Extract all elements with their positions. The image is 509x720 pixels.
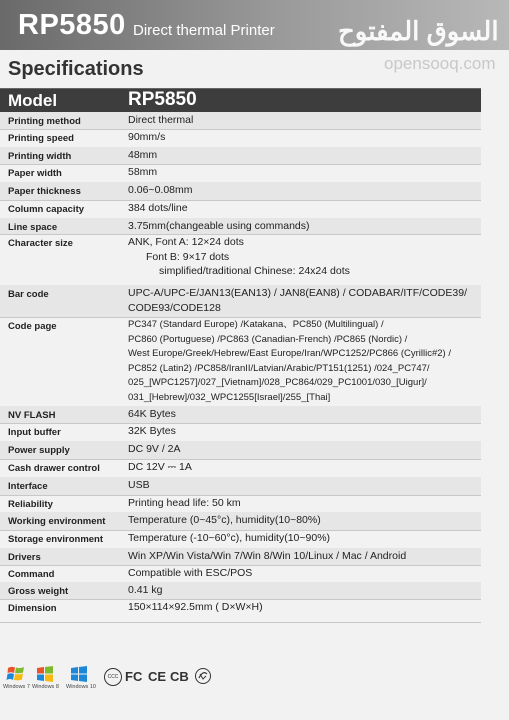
- table-header-key: Model: [8, 91, 58, 110]
- spec-value-line: simplified/traditional Chinese: 24x24 dots: [159, 265, 350, 277]
- spec-row: [0, 548, 481, 566]
- spec-row: [0, 164, 481, 183]
- spec-key: Printing width: [8, 151, 72, 162]
- spec-value-line: UPC-A/UPC-E/JAN13(EAN13) / JAN8(EAN8) / CODABAR/ITF/CODE39/: [128, 287, 467, 299]
- header-banner: [0, 0, 509, 50]
- spec-key: Code page: [8, 321, 57, 332]
- spec-key: Bar code: [8, 289, 49, 300]
- spec-value-line: 150×114×92.5mm ( D×W×H): [128, 601, 263, 613]
- spec-value-line: USB: [128, 479, 150, 491]
- spec-row: [0, 530, 481, 549]
- spec-value-line: 384 dots/line: [128, 202, 188, 214]
- spec-key: Drivers: [8, 552, 41, 563]
- spec-value-line: 031_[Hebrew]/032_WPC1255[Israel]/255_[Thai]: [128, 391, 331, 403]
- spec-key: Paper thickness: [8, 186, 81, 197]
- windows-8-logo-icon: [35, 665, 55, 683]
- spec-row: [0, 406, 481, 424]
- spec-row: [0, 285, 481, 318]
- spec-row: [0, 565, 481, 583]
- spec-key: Paper width: [8, 168, 62, 179]
- spec-row: [0, 512, 481, 531]
- spec-value-line: PC852 (Latin2) /PC858/IranII/Latvian/Arabic/PT151(1251) /024_PC747/: [128, 362, 430, 374]
- spec-value-line: 58mm: [128, 166, 158, 178]
- watermark-latin: opensooq.com: [384, 54, 496, 73]
- spec-row: [0, 495, 481, 513]
- windows-7-caption: Windows 7: [3, 684, 30, 690]
- table-header: [0, 88, 481, 113]
- spec-row: [0, 234, 481, 286]
- spec-value-line: PC860 (Portuguese) /PC863 (Canadian-French) /PC865 (Nordic) /: [128, 333, 408, 345]
- spec-row: [0, 147, 481, 165]
- spec-value-line: DC 9V / 2A: [128, 443, 181, 455]
- spec-row: [0, 182, 481, 201]
- spec-value-line: Temperature (-10~60°c), humidity(10~90%): [128, 532, 331, 544]
- spec-key: Dimension: [8, 603, 57, 614]
- spec-value-line: ANK, Font A: 12×24 dots: [128, 236, 244, 248]
- spec-key: Power supply: [8, 445, 70, 456]
- windows-8-logo: [32, 665, 58, 690]
- spec-row: [0, 582, 481, 600]
- windows-10-caption: Windows 10: [66, 684, 96, 690]
- spec-value-line: Win XP/Win Vista/Win 7/Win 8/Win 10/Linux / Mac / Android: [128, 550, 407, 562]
- spec-value-line: 0.06~0.08mm: [128, 184, 193, 196]
- windows-7-logo-icon: [6, 665, 26, 683]
- spec-key: Column capacity: [8, 204, 85, 215]
- spec-key: Printing method: [8, 116, 81, 127]
- spec-key: Input buffer: [8, 427, 61, 438]
- spec-value-line: 90mm/s: [128, 131, 166, 143]
- section-title: Specifications: [8, 58, 144, 80]
- ccc-mark-icon: CCC: [104, 668, 122, 686]
- spec-value-line: 0.41 kg: [128, 584, 163, 596]
- spec-value-line: West Europe/Greek/Hebrew/East Europe/Iran/WPC1252/PC866 (Cyrillic#2) /: [128, 348, 451, 359]
- spec-key: NV FLASH: [8, 410, 56, 421]
- watermark-arabic: السوق المفتوح: [338, 16, 499, 46]
- ce-mark-icon: CE: [148, 669, 167, 684]
- spec-key: Reliability: [8, 499, 53, 510]
- header-model: RP5850: [18, 9, 126, 41]
- spec-value-line: 3.75mm(changeable using commands): [128, 220, 310, 232]
- spec-row: [0, 112, 481, 130]
- spec-value-line: Temperature (0~45°c), humidity(10~80%): [128, 514, 321, 526]
- spec-value-line: 025_[WPC1257]/027_[Vietnam]/028_PC864/029_PC1001/030_[Uigur]/: [128, 377, 427, 388]
- windows-10-logo: [66, 665, 96, 690]
- spec-value-line: Font B: 9×17 dots: [146, 250, 230, 263]
- spec-value-line: 32K Bytes: [128, 425, 176, 437]
- spec-row: [0, 599, 481, 623]
- spec-row: [0, 423, 481, 442]
- spec-value-line: DC 12V ⎓ 1A: [128, 461, 192, 473]
- spec-key: Storage environment: [8, 534, 104, 545]
- cb-mark-icon: CB: [170, 669, 189, 684]
- header-subtitle: Direct thermal Printer: [133, 22, 275, 39]
- spec-key: Character size: [8, 238, 73, 249]
- windows-8-caption: Windows 8: [32, 684, 59, 690]
- spec-value-line: PC347 (Standard Europe) /Katakana、PC850 (Multilingual) /: [128, 319, 384, 330]
- windows-7-logo: [3, 665, 29, 690]
- spec-key: Gross weight: [8, 586, 69, 597]
- spec-row: [0, 477, 481, 496]
- spec-value-line: Direct thermal: [128, 114, 194, 126]
- spec-row: [0, 317, 481, 407]
- windows-10-logo-icon: [69, 665, 89, 683]
- spec-key: Working environment: [8, 516, 106, 527]
- fc-mark-icon: FC: [125, 669, 143, 684]
- spec-row: [0, 200, 481, 219]
- table-header-value: RP5850: [128, 89, 197, 110]
- spec-value-line: 64K Bytes: [128, 408, 176, 420]
- spec-value-line: 48mm: [128, 149, 158, 161]
- spec-key: Command: [8, 569, 55, 580]
- spec-key: Printing speed: [8, 133, 74, 144]
- spec-row: [0, 218, 481, 235]
- spec-key: Interface: [8, 481, 48, 492]
- spec-value-line: Printing head life: 50 km: [128, 497, 241, 509]
- spec-key: Cash drawer control: [8, 463, 100, 474]
- cert-logos: [0, 665, 509, 695]
- spec-row: [0, 129, 481, 148]
- spec-row: [0, 441, 481, 460]
- spec-value-line: CODE93/CODE128: [128, 301, 221, 314]
- spec-key: Line space: [8, 222, 58, 233]
- spec-value-line: Compatible with ESC/POS: [128, 567, 253, 579]
- rohs-mark-icon: [194, 667, 212, 685]
- spec-row: [0, 459, 481, 478]
